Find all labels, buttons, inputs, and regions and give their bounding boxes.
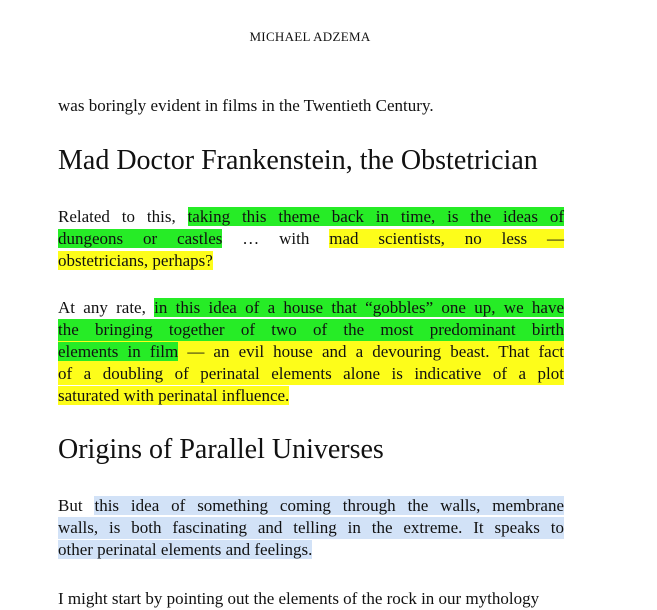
highlight-yellow-span: saturated with perinatal influence. xyxy=(58,386,290,405)
para2-line1 xyxy=(58,297,564,319)
para3-line1-plain: But xyxy=(58,496,83,515)
running-head: MICHAEL ADZEMA xyxy=(249,29,371,44)
para3-line1 xyxy=(58,495,564,517)
para1-line3 xyxy=(58,250,213,272)
para1-line1-plain: Related to this, xyxy=(58,207,176,226)
cut-off-text: I might start by pointing out the elements of the rock in our mythology xyxy=(58,589,540,608)
highlight-yellow-span: mad scientists, no less — xyxy=(329,229,565,248)
highlight-blue-span: this idea of something coming through the walls, membrane xyxy=(94,496,565,515)
highlight-yellow-span: obstetricians, perhaps? xyxy=(58,251,213,270)
highlight-green-span: the bringing together of two of the most predominant birth xyxy=(58,320,564,339)
para3-line2 xyxy=(58,517,564,539)
para2-line5 xyxy=(58,385,289,407)
para1-line1 xyxy=(58,206,564,228)
highlight-green-span: taking this theme back in time, is the ideas of xyxy=(187,207,564,226)
highlight-green-span: in this idea of a house that “gobbles” one up, we have xyxy=(154,298,564,317)
para2-line2 xyxy=(58,319,564,341)
para1-line2-plain: … with xyxy=(242,229,310,248)
para2-line4 xyxy=(58,363,564,385)
para1-line2 xyxy=(58,228,564,250)
cut-off-line xyxy=(58,588,564,608)
section-heading-parallel-universes: Origins of Parallel Universes xyxy=(58,434,384,465)
highlight-blue-span: walls, is both fascinating and telling in the extreme. It speaks to xyxy=(58,518,564,537)
para2-line1-plain: At any rate, xyxy=(58,298,146,317)
highlight-green-span: dungeons or castles xyxy=(58,229,223,248)
intro-line: was boringly evident in films in the Twentieth Century. xyxy=(58,96,434,115)
para2-dash: — xyxy=(187,342,205,361)
para3-line3 xyxy=(58,539,312,561)
highlight-green-span: elements in film xyxy=(58,342,179,361)
section-heading-frankenstein: Mad Doctor Frankenstein, the Obstetrician xyxy=(58,145,538,176)
highlight-blue-span: other perinatal elements and feelings. xyxy=(58,540,313,559)
para2-line3 xyxy=(58,341,564,363)
highlight-yellow-span: of a doubling of perinatal elements alone is indicative of a plot xyxy=(58,364,564,383)
highlight-yellow-span: an evil house and a devouring beast. That fact xyxy=(213,342,564,361)
